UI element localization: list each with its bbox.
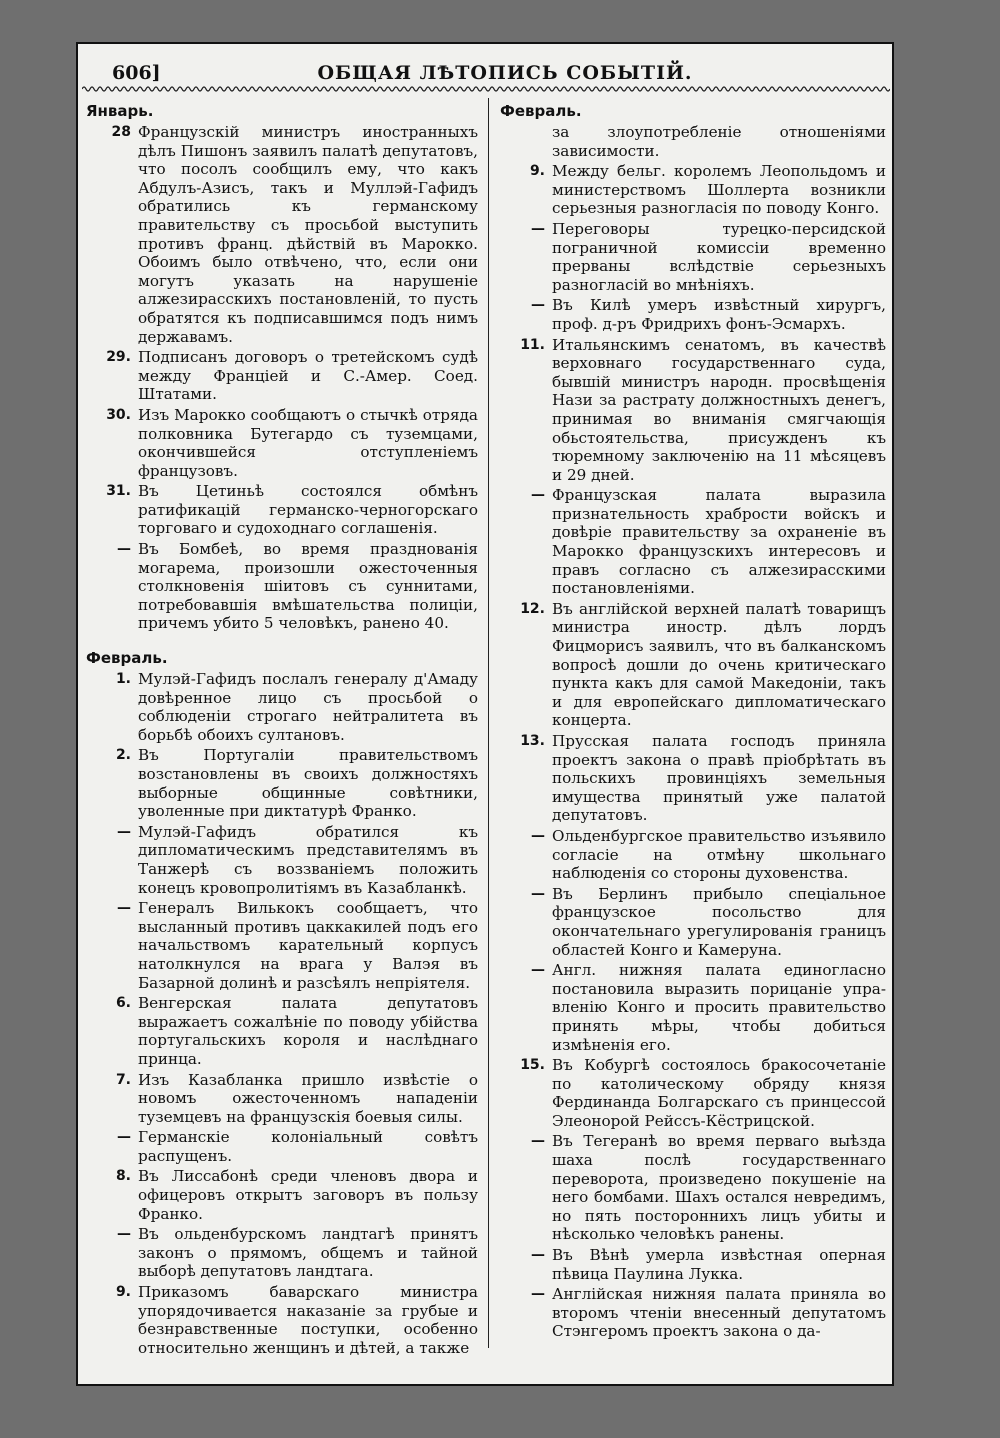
entry-date: —: [117, 1226, 131, 1243]
entry-date: —: [531, 1247, 545, 1264]
entry-date: 28: [111, 124, 131, 140]
entry-text: Генералъ Вилькокъ сообщаетъ, что высланный противъ цаккакилей подъ его начальствомъ карательный корпусъ натолкнулся на врага у Валэя въ Базарной долинѣ и разсѣялъ непріятеля.: [138, 899, 478, 992]
entry-date: 12.: [520, 600, 545, 617]
entry-text: Въ Цетиньѣ состоялся обмѣнъ ратификацій германско-черногорскаго торговаго и судоходнаго соглашенія.: [138, 482, 478, 538]
chronicle-entry: [86, 1128, 478, 1167]
month-heading: Январь.: [86, 102, 154, 120]
chronicle-entry: [86, 348, 478, 406]
entry-text: Мулэй-Гафидъ обратился къ дипломатическимъ представителямъ въ Танжерѣ съ воззваніемъ положить конецъ кровопролитіямъ въ Казабланкѣ.: [138, 822, 478, 897]
chronicle-entry: [86, 540, 478, 635]
entry-date: —: [117, 1129, 131, 1146]
entry-text: Французскій министръ иностранныхъ дѣлъ Пишонъ заявилъ палатѣ депутатовъ, что посолъ сообщилъ ему, что какъ Абдулъ-Азисъ, такъ и Муллэй-Гафидъ обратились къ германскому правительству съ просьбой выступить противъ франц. дѣйствій въ Марокко. Обоимъ было отвѣчено, что, если они могутъ указать на нарушеніе алжезирасскихъ постановленій, то пусть обратятся къ подписавшимся подъ нимъ державамъ.: [138, 123, 478, 346]
entry-text: Англ. нижняя палата единогласно постановила выразить порицаніе управленію Конго и просить правительство принять мѣры, чтобы добиться измѣненія его.: [552, 961, 886, 1054]
right-column: [500, 102, 886, 1364]
entry-text: Ольденбургское правительство изъявило согласіе на отмѣну школьнаго наблюденія со стороны духовенства.: [552, 826, 886, 883]
chronicle-entry: [86, 1071, 478, 1129]
entry-text: Въ Тегеранѣ во время перваго выѣзда шаха послѣ государственнаго переворота, произведено покушеніе на него бомбами. Шахъ остался невредимъ, но пять постороннихъ лицъ убиты и нѣсколько человѣкъ ранены.: [552, 1132, 886, 1244]
chronicle-entry: [500, 1246, 886, 1285]
entry-date: 2.: [115, 747, 131, 764]
entry-text: Въ англійской верхней палатѣ товарищъ министра иностр. дѣлъ лордъ Фицморисъ заявилъ, что въ балканскомъ вопросѣ дошли до очень критическаго пункта какъ для самой Македоніи, такъ и для европейскаго дипломатическаго концерта.: [552, 599, 886, 730]
chronicle-entry: [500, 827, 886, 885]
entry-text: Венгерская палата депутатовъ выражаетъ сожалѣніе по поводу убійства португальскихъ короля и наслѣднаго принца.: [138, 994, 478, 1068]
chronicle-entry: [500, 885, 886, 961]
entry-date: —: [531, 297, 545, 314]
chronicle-entry: [86, 406, 478, 482]
chronicle-entry: [86, 899, 478, 994]
month-heading: Февраль.: [500, 102, 582, 120]
chronicle-entry: [500, 1285, 886, 1343]
entry-text: Между бельг. королемъ Леопольдомъ и министерствомъ Шоллерта возникли серьезныя разногласія по поводу Конго.: [552, 162, 886, 218]
entry-date: 30.: [106, 406, 131, 423]
entry-date: —: [531, 827, 545, 844]
document-page: [76, 42, 894, 1386]
chronicle-entry: [86, 1225, 478, 1283]
entry-text: Прусская палата господъ приняла проектъ закона о правѣ пріобрѣтать въ польскихъ провинціяхъ земельныя имущества принятый уже палатой депутатовъ.: [552, 732, 886, 825]
entry-date: 9.: [529, 163, 545, 180]
entry-text: Приказомъ баварскаго министра упорядочивается наказаніе за грубые и безнравственные поступки, особенно относительно женщинъ и дѣтей, а также: [138, 1283, 478, 1357]
chronicle-entry: [500, 600, 886, 732]
chronicle-entry: [86, 670, 478, 746]
decorative-wavy-rule: [82, 84, 890, 94]
chronicle-entry: [86, 823, 478, 899]
entry-text: Изъ Марокко сообщаютъ о стычкѣ отряда полковника Бутегардо съ туземцами, окончившейся отступленіемъ французовъ.: [138, 405, 478, 480]
chronicle-entry: [86, 994, 478, 1070]
continued-entry-text: за злоупотребленіе отношеніями зависимости.: [552, 123, 886, 160]
entry-text: Подписанъ договоръ о третейскомъ судѣ между Франціей и С.-Амер. Соед. Штатами.: [138, 348, 478, 404]
chronicle-entry: [500, 1056, 886, 1132]
entry-text: Германскіе колоніальный совѣтъ распущенъ.: [138, 1128, 478, 1165]
entry-text: Итальянскимъ сенатомъ, въ качествѣ верховнаго государственнаго суда, бывшій министръ народн. просвѣщенія Нази за растрату должностныхъ денегъ, принимая во вниманія смягчающія обьстоятельства, присужденъ къ тюремному заключенію на 11 мѣсяцевъ и 29 дней.: [552, 335, 886, 484]
entry-date: 7.: [115, 1071, 131, 1088]
chronicle-entry: [86, 1283, 478, 1359]
chronicle-entry: [500, 1132, 886, 1246]
entry-date: —: [531, 1133, 545, 1150]
entry-date: 31.: [106, 483, 131, 500]
entry-date: —: [117, 541, 131, 558]
entry-text: Переговоры турецко-персидской пограничной комиссіи временно прерваны вслѣдствіе серьезныхъ разногласій во мнѣніяхъ.: [552, 219, 886, 294]
chronicle-entry: [500, 296, 886, 335]
entry-date: —: [531, 220, 545, 237]
entry-date: —: [117, 823, 131, 840]
chronicle-entry: [500, 220, 886, 296]
entry-date: —: [117, 900, 131, 917]
entry-text: Въ Бомбеѣ, во время празднованія могарема, произошли ожесточенныя столкновенія шіитовъ съ суннитами, потребовавшія вмѣшательства полиціи, причемъ убито 5 человѣкъ, ранено 40.: [138, 540, 478, 633]
page-title: ОБЩАЯ ЛѢТОПИСЬ СОБЫТІЙ.: [317, 62, 693, 84]
entry-text: Въ Берлинъ прибыло спеціальное французское посольство для окончательнаго урегулированія границъ областей Конго и Камеруна.: [552, 884, 886, 959]
entry-text: Изъ Казабланка пришло извѣстіе о новомъ ожесточенномъ нападеніи туземцевъ на французскія боевыя силы.: [138, 1070, 478, 1126]
entry-text: Въ Лиссабонѣ среди членовъ двора и офицеровъ открытъ заговоръ въ пользу Франко.: [138, 1167, 478, 1223]
entry-date: 11.: [520, 336, 545, 353]
entry-text: Въ ольденбурскомъ ландтагѣ принятъ законъ о прямомъ, общемъ и тайной выборѣ депутатовъ ландтага.: [138, 1225, 478, 1281]
chronicle-entry: [500, 336, 886, 487]
entry-text: Въ Португаліи правительствомъ возстановлены въ своихъ должностяхъ выборные общинные совѣтники, уволенные при диктатурѣ Франко.: [138, 746, 478, 821]
entry-date: —: [531, 1286, 545, 1303]
page-number: 606]: [112, 62, 161, 84]
chronicle-entry: [86, 1167, 478, 1225]
entry-date: —: [531, 487, 545, 504]
chronicle-entry: [86, 482, 478, 540]
entry-date: 29.: [106, 349, 131, 366]
entry-date: 9.: [115, 1284, 131, 1301]
entry-date: —: [531, 885, 545, 902]
chronicle-entry: [86, 123, 478, 348]
chronicle-entry: [86, 746, 478, 822]
left-column: [86, 102, 478, 1364]
entry-date: 1.: [115, 671, 131, 688]
chronicle-entry: [500, 961, 886, 1056]
entry-text: Въ Вѣнѣ умерла извѣстная оперная пѣвица Паулина Лукка.: [552, 1246, 886, 1283]
chronicle-entry: [500, 732, 886, 827]
entry-text: Въ Килѣ умеръ извѣстный хирургъ, проф. д-ръ Фридрихъ фонъ-Эсмархъ.: [552, 296, 886, 333]
entry-date: 8.: [115, 1168, 131, 1185]
entry-text: Въ Кобургѣ состоялось бракосочетаніе по католическому обряду князя Фердинанда Болгарскаго съ принцессой Элеонорой Рейссъ-Кёстрицской.: [552, 1056, 886, 1130]
month-heading: Февраль.: [86, 649, 168, 668]
entry-date: —: [531, 962, 545, 979]
entry-date: 15.: [520, 1057, 545, 1074]
chronicle-entry: [500, 486, 886, 600]
entry-text: Мулэй-Гафидъ послалъ генералу д'Амаду довѣренное лицо съ просьбой о соблюденіи строгаго нейтралитета въ борьбѣ обоихъ султановъ.: [138, 670, 478, 744]
chronicle-entry: [500, 162, 886, 220]
entry-date: 13.: [520, 733, 545, 749]
column-divider: [488, 98, 489, 1348]
entry-date: 6.: [115, 995, 131, 1012]
entry-text: Французская палата выразила признательность храбрости войскъ и довѣріе правительству за охраненіе въ Марокко французскихъ интересовъ и правъ согласно съ алжезирасскими постановленіями.: [552, 486, 886, 598]
entry-text: Англійская нижняя палата приняла во второмъ чтеніи внесенный депутатомъ Стэнгеромъ проектъ закона о да-: [552, 1285, 886, 1341]
